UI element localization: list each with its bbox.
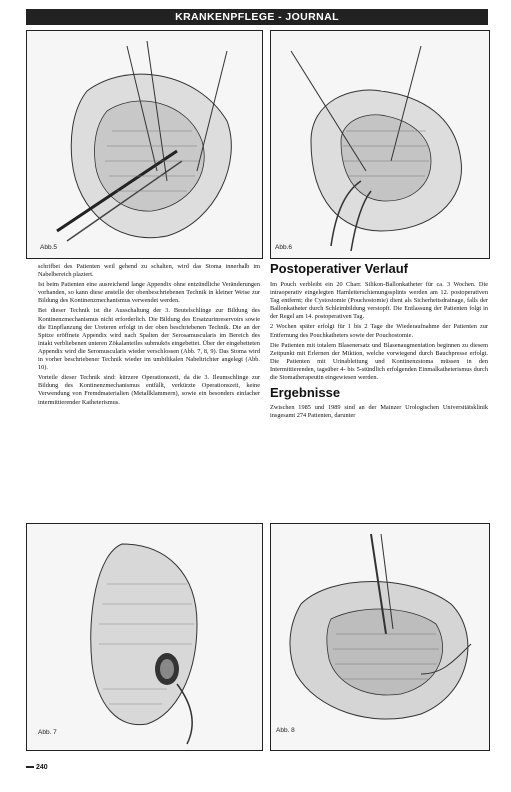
right-paragraph-1: Im Pouch verbleibt ein 20 Charr. Silikon-Ballonkatheter für ca. 3 Wochen. Die intraoperativ eingelegten Harnleiterschienungssplints werden am 12. postoperativen Tag entfernt; die Cystostomie (Pouchostomie) dient als Sicherheitsdrainage, falls der Ballonkatheter durch Schleimbildung verstopft. Die Entlassung der Patienten folgt in der Regel am 14. postoperativen Tag. [270,281,488,321]
page-number-text: 240 [36,764,48,771]
left-paragraph-2: Ist beim Patienten eine ausreichend lange Appendix ohne entzündliche Veränderungen vorhanden, so kann diese anstelle der obenbeschriebenen Technik in kleiner Weise zur Bildung des Kontinenzmechanismus verwendet werden. [38,281,260,305]
left-column-text [38,263,260,409]
figure-label-abb7: Abb. 7 [38,729,57,736]
journal-header: KRANKENPFLEGE - JOURNAL [26,9,488,25]
heading-postoperativer-verlauf: Postoperativer Verlauf [270,261,408,276]
figure-abb5 [26,30,263,259]
figure-abb6 [270,30,490,259]
left-paragraph-3: Bei dieser Technik ist die Ausschaltung der 3. Beutelschlinge zur Bildung des Kontinenzmechanismus nicht erforderlich. Die Bildung des Ersatzurinreservoirs sowie die Einpflanzung der Ureteren erfolgt in der oben beschriebenen Technik. Die an der Spitze eröffnete Appendix wird nach Spalten der Serosamuscularis im Bereich des intakt verbliebenen unteren Zökalanteiles submukös eingebettet. Über der eingebetteten Appendix wird die Seromuscularis wieder verschlossen (Abb. 7, 8, 9). Das Stoma wird in vorher beschriebener Technik wieder im umbilikalen Nabeltrichter angelegt (Abb. 10). [38,307,260,372]
right-paragraph-2: 2 Wochen später erfolgt für 1 bis 2 Tage die Wiederaufnahme der Patienten zur Entfernung des Pouchkatheters sowie der Pouchostomie. [270,323,488,339]
right-column-text [270,262,488,422]
surgical-illustration-8 [271,524,489,750]
figure-label-abb8: Abb. 8 [276,727,295,734]
figure-label-abb6: Abb.6 [275,244,292,251]
left-paragraph-4: Vorteile dieser Technik sind: kürzere Operationszeit, da die 3. Ileumschlinge zur Bildung des Kontinenzmechanismus entfällt, verkürzte Operationszeit, keine Verwendung von Fremdmaterialien (Metallklammern), sowie ein besonders einfacher intermittierender Katheterismus. [38,374,260,406]
figure-abb7 [26,523,263,751]
figure-abb8 [270,523,490,751]
left-paragraph-1: schrifbei des Patienten weil gehend zu schalten, wird das Stoma innerhalb im Nabelbereich plaziert. [38,263,260,279]
surgical-illustration-6 [271,31,489,258]
surgical-illustration-7 [27,524,262,750]
heading-ergebnisse: Ergebnisse [270,385,341,401]
right-paragraph-4: Zwischen 1985 und 1989 sind an der Mainzer Urologischen Universitätsklinik insgesamt 274 Patienten, darunter [270,404,488,420]
page-number [26,764,48,771]
figure-label-abb5: Abb.5 [40,244,57,251]
page-number-bar [26,766,34,768]
right-paragraph-3: Die Patienten mit totalem Blasenersatz und Blasenaugmentation beginnen zu diesem Zeitpunkt mit Erlernen der Miktion, welche vorwiegend durch Bauchpresse erfolgt. Die Patienten mit Urinableitung und Kontinenzstoma müssen in den Intermittierenden, tagsüber 4- bis 5-stündlich erfolgenden Einmalkatheterismus durch die Stomatherapeutin eingewiesen werden. [270,341,488,382]
surgical-illustration-5 [27,31,262,258]
